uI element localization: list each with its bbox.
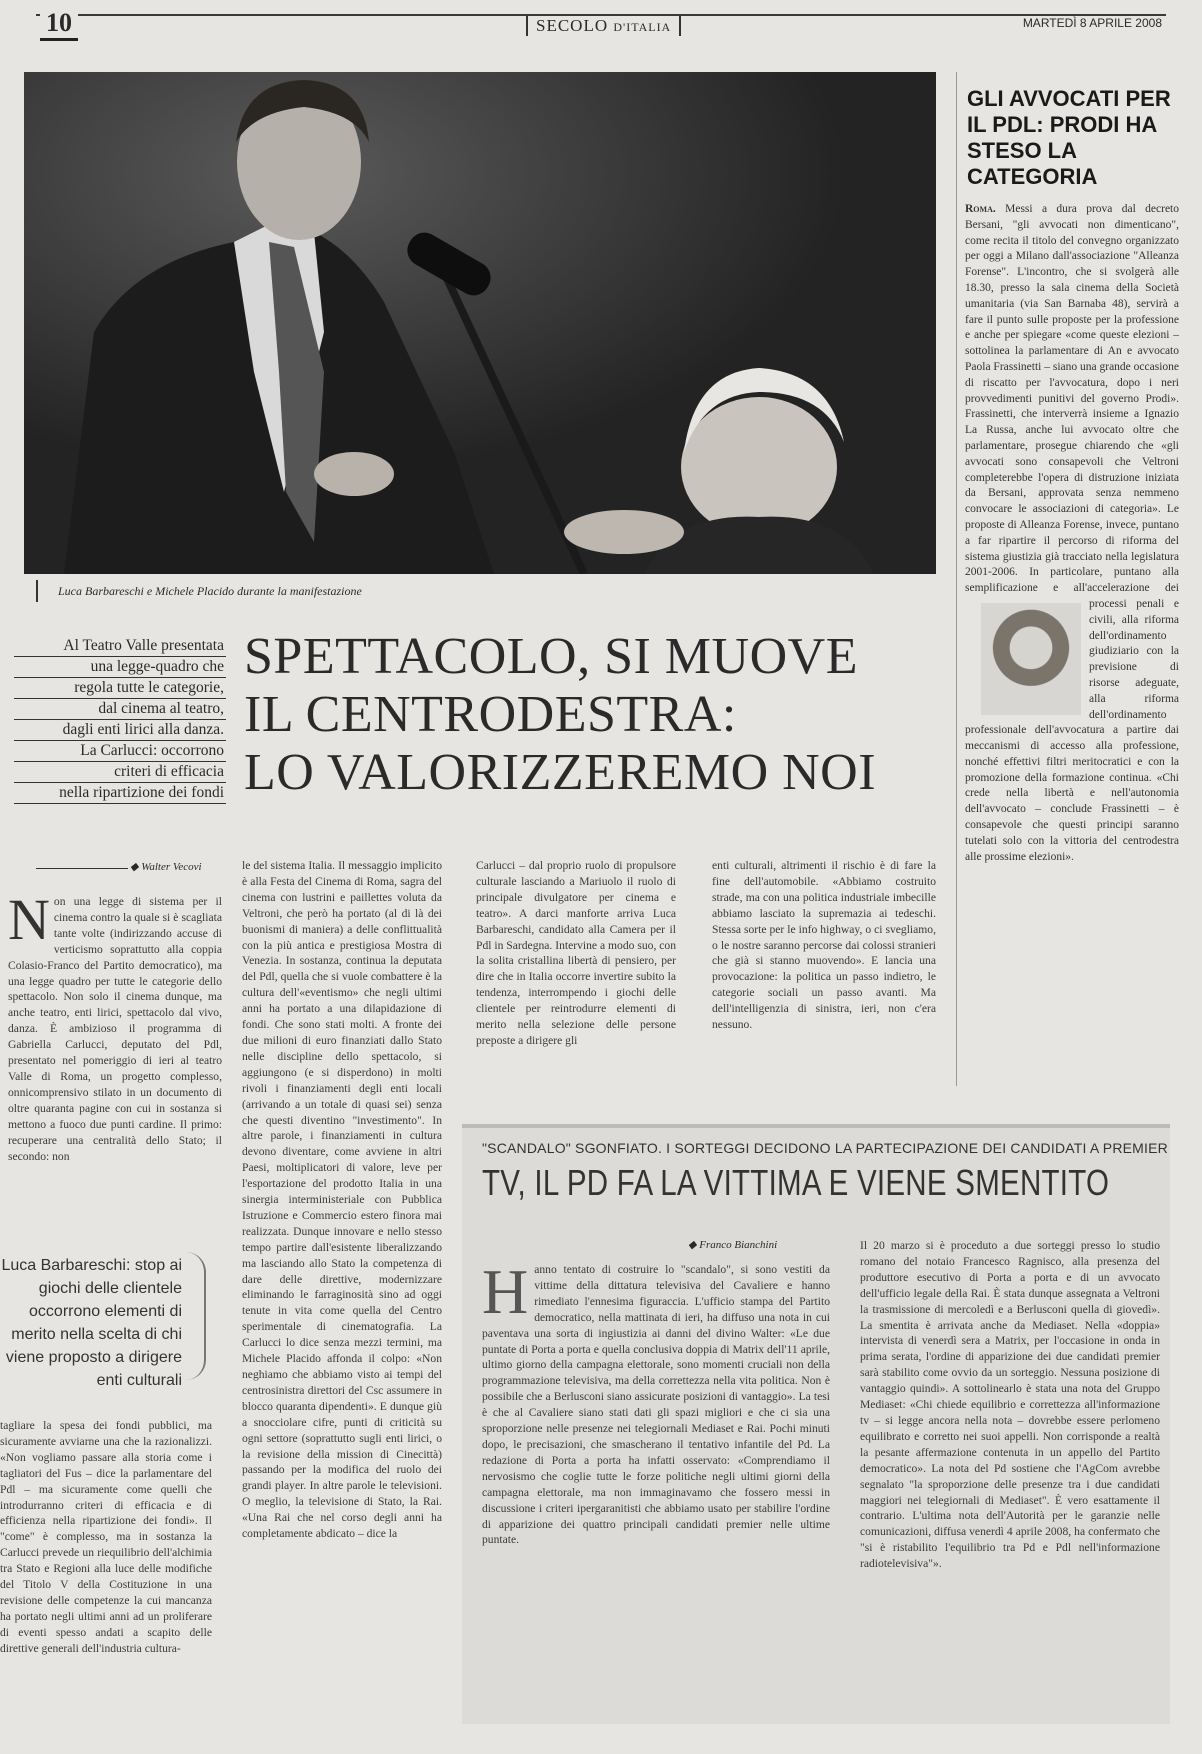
photo-caption: Luca Barbareschi e Michele Placido durante la manifestazione xyxy=(58,584,362,598)
secondary-column-1 xyxy=(482,1262,830,1718)
article-text: on una legge di sistema per il cinema contro la quale si è scagliata tante volte (indirizzando accuse di verticismo soprattutto alla coppia Colasio-Franco del Partito democratico), ma una legge quadro per tutte le categorie dello spettacolo. Non solo il cinema dunque, ma anche teatro, enti lirici, spettacolo dal vivo, danza. È ambizioso il programma di Gabriella Carlucci, deputato del Pdl, presentato nel pomeriggio di ieri al teatro Valle di Roma, un progetto complesso, onnicomprensivo stilato in un documento di oltre quaranta pagine con cui in sostanza si mettono a fuoco due punti cardine. Il primo: recuperare una centralità dello Stato; il secondo: non xyxy=(8,895,222,1163)
secondary-article xyxy=(462,1124,1170,1724)
article-text: le del sistema Italia. Il messaggio implicito è alla Festa del Cinema di Roma, sagra del cinema con lustrini e paillettes voluta da Veltroni, che però ha portato (al di là dei buonismi di maniera) a delle conflittualità con la più antica e prestigiosa Mostra di Venezia. In sostanza, continua la deputata del Pdl, quella che si vuole combattere è la cultura dell'«eventismo» che negli ultimi anni ha portato a una dilapidazione di fondi. Che sono stati molti. A fronte dei due milioni di euro finanziati dallo Stato nelle discipline dello spettacolo, si aggiungono (e si disperdono) in molti rivoli i finanziamenti degli enti locali (arrivando a un totale di quasi sei) senza che questi diventino "investimento". In altre parole, i finanziamenti in cultura devono diventare, come avviene in altri Paesi, moltiplicatori di valore, leve per l'esportazione del prodotto Italia in una sinergia interministeriale con Pubblica Istruzione e Commercio estero finora mai realizzata. Dunque innovare e nello stesso tempo partire dall'esistente liberalizzando ma lasciando allo Stato la competenza di dare delle direttive, modernizzare eliminando le farraginosità sino ad oggi tenute in vita come quella del Centro sperimentale di cinematografia. La Carlucci lo dice senza mezzi termini, ma Michele Placido affonda il colpo: «Non neghiamo che abbiamo visto ai tempi del centrosinistra direttori del Csc assumere in blocco quaranta dipendenti». E dunque giù a snocciolare cifre, punti di criticità su ogni settore (soprattutto sugli enti lirici, o la revisione della mission di Cinecittà) passando per la modifica del ruolo dei grandi player. In altre parole le televisioni. O meglio, la televisione di Stato, la Rai. «Una Rai che nel corso degli anni ha completamente abdicato – dice la xyxy=(242,859,442,1541)
headline-line: SPETTACOLO, SI MUOVE xyxy=(244,628,858,685)
pull-quote-brace xyxy=(182,1252,206,1380)
article-column-3 xyxy=(476,858,676,1090)
deck-line: criteri di efficacia xyxy=(14,762,226,783)
article-text: anno tentato di costruire lo "scandalo", si sono vestiti da vittime della dittatura televisiva del Cavaliere e hanno rimediato l'ennesima figuraccia. L'ufficio stampa del Partito democratico, nella mattinata di ieri, ha diffuso una nota in cui paventava una sorta di ingiustizia ai danni del divino Walter: «Le due puntate di Porta a porta e quella conclusiva doppia di Matrix dell'11 aprile, ultimo giorno della campagna elettorale, sono momenti cruciali non della programmazione televisiva, ma della correttezza nella vita politica. Non è possibile che a Berlusconi siano assicurate posizioni di vantaggio». La tesi è che al Cavaliere siano stati dati gli spazi migliori e che ci sia una sproporzione nelle presenze nei telegiornali Mediaset e Rai. Pochi minuti dopo, le precisazioni, che smascherano il tentativo infantile del Pd. La redazione di Porta a porta ha infatti osservato: «Comprendiamo il nervosismo che coglie tutte le forze politiche negli ultimi giorni della campagna elettorale, ma non immaginavamo che fossero messi in discussione i criteri ipergaranitisti che abbiamo usato per stabilire l'ordine di apparizione dei quattro principali candidati premier nelle ultime puntate. xyxy=(482,1263,830,1547)
sidebar-lead-word: Roma. xyxy=(965,203,996,215)
article-text: enti culturali, altrimenti il rischio è di fare la fine dell'automobile. «Abbiamo costruito strade, ma con una politica industriale imbecille abbiamo lasciato la supremazia ai tedeschi. Stessa sorte per le info highway, o ci svegliamo, o le nostre saranno percorse dai colossi stranieri che già si stanno muovendo». E lancia una provocazione: la politica un passo indietro, le categorie sociali un passo avanti. Ma dell'intelligenzia di sinistra, ieri, non c'era nessuno. xyxy=(712,859,936,1032)
masthead xyxy=(36,6,1166,40)
secondary-headline: TV, IL PD FA LA VITTIMA E VIENE SMENTITO xyxy=(482,1162,1110,1203)
deck-line: una legge-quadro che xyxy=(14,657,226,678)
deck-line: nella ripartizione dei fondi xyxy=(14,783,226,804)
lead-photo xyxy=(24,72,936,574)
headline-line: LO VALORIZZEREMO NOI xyxy=(244,744,877,801)
deck-line: La Carlucci: occorrono xyxy=(14,741,226,762)
lead-photo-illustration xyxy=(24,72,936,574)
deck-line: dal cinema al teatro, xyxy=(14,699,226,720)
article-column-2 xyxy=(242,858,442,1742)
secondary-byline: ◆ Franco Bianchini xyxy=(688,1239,778,1251)
newspaper-name-small: D'ITALIA xyxy=(613,20,672,34)
main-headline xyxy=(244,628,944,802)
sidebar-article xyxy=(956,72,1179,1086)
secondary-column-2 xyxy=(860,1238,1160,1718)
byline-rule xyxy=(36,868,128,869)
photo-caption-box xyxy=(36,580,598,602)
page-number: 10 xyxy=(40,8,78,41)
newspaper-name-main: SECOLO xyxy=(536,16,609,35)
drop-cap: N xyxy=(8,894,50,952)
deck-line: dagli enti lirici alla danza. xyxy=(14,720,226,741)
secondary-drop-cap: H xyxy=(482,1262,529,1327)
sidebar-title: GLI AVVOCATI PER IL PDL: PRODI HA STESO LA CATEGORIA xyxy=(967,86,1171,189)
intro-deck xyxy=(14,636,226,804)
byline: ◆ Walter Vecovi xyxy=(130,861,202,873)
secondary-byline-name: Franco Bianchini xyxy=(699,1239,778,1251)
article-text: Carlucci – dal proprio ruolo di propulsore culturale lasciando a Mariuolo il ruolo di principale divulgatore per cinema e teatro». A darci manforte arriva Luca Barbareschi, candidato alla Camera per il Pdl in Sardegna. Intervine a modo suo, con la solita cristallina libertà di pensiero, per dire che in Italia occorre invertire subito la tendenza, interrompendo i giochi delle clientele per reintrodurre elementi di merito nella selezione delle persone preposte a dirigere gli xyxy=(476,859,676,1047)
article-text: Il 20 marzo si è proceduto a due sorteggi presso lo studio romano del notaio Francesco Ragnisco, alla presenza del produttore esecutivo di Porta a porta e di un avvocato dell'ufficio legale della Rai. È stata dunque assegnata a Veltroni la trasmissione di mercoledì e a Berlusconi quella di giovedì». La smentita è arrivata anche da Mediaset. Nella «doppia» intervista di venerdì sera a Matrix, per l'occasione in onda in prima serata, l'ordine di apparizione dei due candidati premier sarà stabilito come ovvio da un sorteggio. Nessuna posizione di vantaggio quindi». A sottolinearlo è stata una nota del Gruppo Mediaset: «Chi chiede equilibrio e correttezza all'informazione tv – si legge ancora nella nota – dovrebbe essere perlomeno equilibrato e corretto nei suoi appelli. Non corrisponde a realtà la pesante affermazione contenuta in un appello del Partito democratico». La nota del Pd sostiene che l'AgCom avrebbe segnalato "la sproporzione delle presenze tra i due candidati maggiori nei telegiornali di Mediaset". È vero esattamente il contrario. L'ultima nota dell'Autorità per le garanzie nelle comunicazioni, diffusa venerdì 4 aprile 2008, ha confermato che "si è ristabilito l'equilibrio tra Pd e Pdl nell'informazione radiotelevisiva"». xyxy=(860,1239,1160,1571)
article-column-4 xyxy=(712,858,936,1090)
deck-line: Al Teatro Valle presentata xyxy=(14,636,226,657)
article-column-1b xyxy=(0,1418,212,1742)
issue-date: MARTEDÌ 8 APRILE 2008 xyxy=(1019,16,1166,30)
article-column-1 xyxy=(8,894,222,1224)
sidebar-portrait xyxy=(981,603,1081,715)
headline-line: IL CENTRODESTRA: xyxy=(244,686,737,743)
deck-line: regola tutte le categorie, xyxy=(14,678,226,699)
sidebar-body xyxy=(965,202,1179,865)
pull-quote: Luca Barbareschi: stop ai giochi delle clientele occorrono elementi di merito nella scelta di chi viene proposto a dirigere enti culturali xyxy=(1,1257,182,1389)
byline-name: Walter Vecovi xyxy=(141,861,202,873)
article-text: tagliare la spesa dei fondi pubblici, ma sicuramente avviarne una che la razionalizzi. «Non vogliamo passare alla storia come i tagliatori del Fus – dice la parlamentare del Pdl – ma sicuramente come quelli che introdurranno criteri di efficacia e di efficienza nella ripartizione dei fondi». Il "come" è complesso, ma in sostanza la Carlucci prevede un riequilibrio dell'alchimia tra Stato e Regioni alla luce delle modifiche del Titolo V della Costituzione in una revisione delle competenze la cui mancanza ha portato negli ultimi anni ad un proliferare di eventi spesso andati a scapito delle direttive generali dell'industria cultura- xyxy=(0,1419,212,1655)
newspaper-name xyxy=(526,16,681,36)
sidebar-text-1: Messi a dura prova dal decreto Bersani, "gli avvocati non dimenticano", come recita il titolo del convegno organizzato per oggi a Milano dall'associazione "Alleanza Forense". L'incontro, che si svolgerà alle 18.30, presso la sala cinema della Società umanitaria (via San Barnaba 48), servirà a fare il punto sulle proposte per la professione e anche per spiegare «come queste elezioni – sottolinea la parlamentare di An e avvocato Paola Frassinetti – siano una grande occasione di riscatto per l'avvocatura, dopo i neri provvedimenti punitivi del governo Prodi». Frassinetti, che interverrà insieme a Ignazio La Russa, anche lui avvocato oltre che parlamentare, prosegue chiarendo che «gli avvocati sono consapevoli che Veltroni completerebbe l'opera di distruzione iniziata da Bersani, approvata senza nemmeno convocare le associazioni di categoria». Le proposte di Alleanza Forense, invece, puntano a far ripartire il percorso di riforma del sistema giustizia già tracciato nella legislatura 2001-2006. In particolare, puntano alla semplificazione e all'accelerazione xyxy=(965,203,1180,595)
sidebar-text-2: dei processi penali e civili, alla riforma dell'ordinamento giudiziario con la previsione di risorse adeguate, alla riforma dell'ordinamento professionale dell'avvocatura a partire dai meccanismi di accesso alla professione, nonché effettivi filtri meritocratici e con la promozione della formazione continua. «Chi crede nella libertà e nell'autonomia dell'avvocato – conclude Frassinetti – è consapevole che questi principi saranno tutelati solo con la vittoria del centrodestra alle prossime elezioni». xyxy=(965,582,1180,863)
secondary-kicker: "SCANDALO" SGONFIATO. I SORTEGGI DECIDONO LA PARTECIPAZIONE DEI CANDIDATI A PREMIER xyxy=(482,1140,1168,1156)
